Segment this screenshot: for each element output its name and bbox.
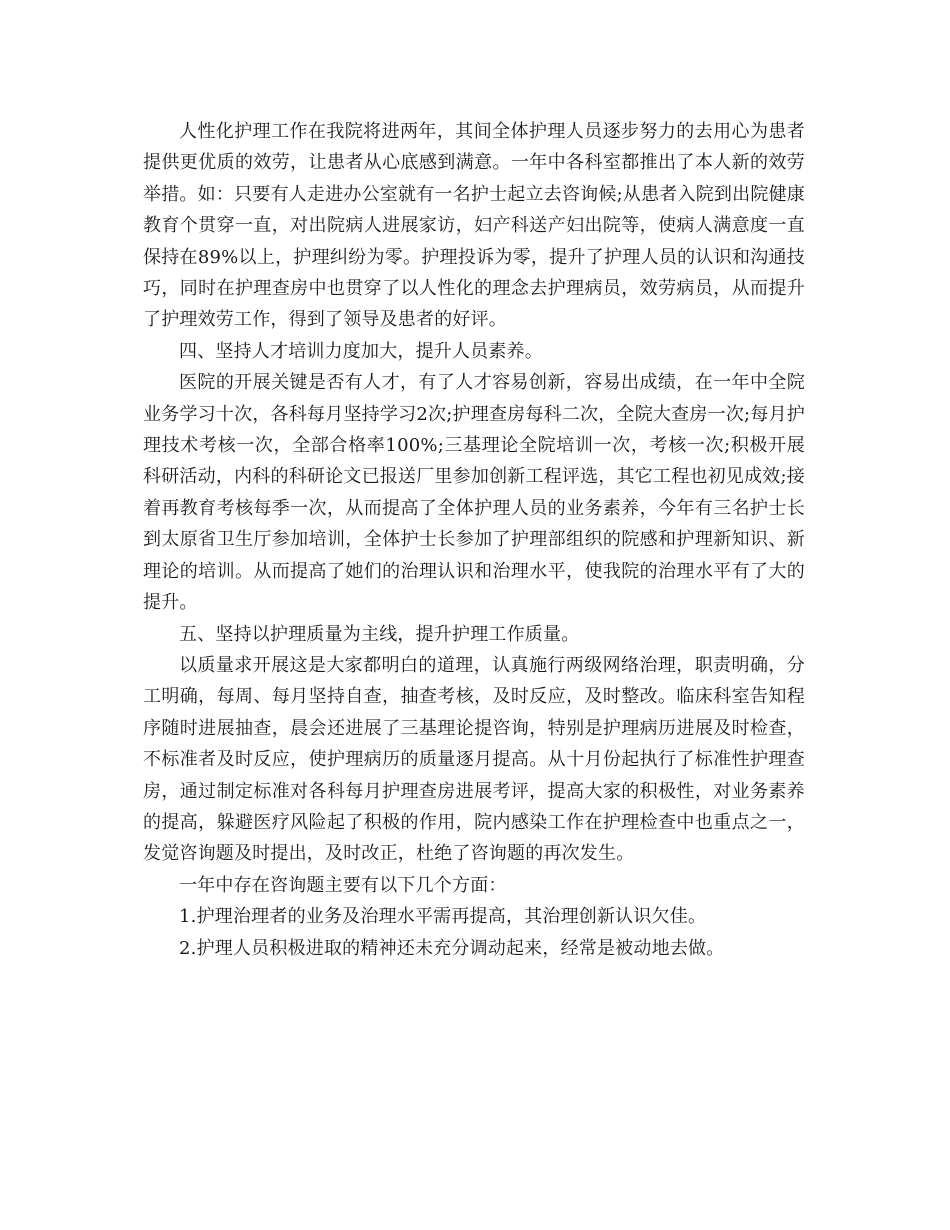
list-item-problem-1: 1.护理治理者的业务及治理水平需再提高，其治理创新认识欠佳。 — [179, 906, 707, 928]
paragraph-quality-control: 以质量求开展这是大家都明白的道理，认真施行两级网络治理，职责明确，分工明确，每周、每月坚持自查，抽查考核，及时反应，及时整改。临床科室告知程序随时进展抽查，晨会还进展了三基理论提咨询，特别是护理病历进展及时检查，不标准者及时反应，使护理病历的质量逐月提高。从十月份起执行了标准性护理查房，通过制定标准对各科每月护理查房进展考评，提高大家的积极性，对业务素养的提高，躲避医疗风险起了积极的作用，院内感染工作在护理检查中也重点之一，发觉咨询题及时提出，及时改正，杜绝了咨询题的再次发生。 — [143, 654, 805, 865]
paragraph-talent-training: 医院的开展关键是否有人才，有了人才容易创新，容易出成绩，在一年中全院业务学习十次，各科每月坚持学习2次;护理查房每科二次，全院大查房一次;每月护理技术考核一次，全部合格率100%;三基理论全院培训一次，考核一次;积极开展科研活动，内科的科研论文已报送厂里参加创新工程评选，其它工程也初见成效;接着再教育考核每季一次，从而提高了全体护理人员的业务素养，今年有三名护士长到太原省卫生厅参加培训，全体护士长参加了护理部组织的院感和护理新知识、新理论的培训。从而提高了她们的治理认识和治理水平，使我院的治理水平有了大的提升。 — [143, 372, 805, 614]
heading-section-5: 五、坚持以护理质量为主线，提升护理工作质量。 — [179, 623, 580, 645]
list-item-problem-2: 2.护理人员积极进取的精神还未充分调动起来，经常是被动地去做。 — [179, 937, 725, 959]
paragraph-humanized-nursing: 人性化护理工作在我院将进两年，其间全体护理人员逐步努力的去用心为患者提供更优质的效劳，让患者从心底感到满意。一年中各科室都推出了本人新的效劳举措。如：只要有人走进办公室就有一名护士起立去咨询候;从患者入院到出院健康教育个贯穿一直，对出院病人进展家访，妇产科送产妇出院等，使病人满意度一直保持在89%以上，护理纠纷为零。护理投诉为零，提升了护理人员的认识和沟通技巧，同时在护理查房中也贯穿了以人性化的理念去护理病员，效劳病员，从而提升了护理效劳工作，得到了领导及患者的好评。 — [143, 121, 805, 331]
document-body — [143, 116, 805, 964]
paragraph-problems-intro: 一年中存在咨询题主要有以下几个方面： — [179, 874, 507, 896]
heading-section-4: 四、坚持人才培训力度加大，提升人员素养。 — [179, 340, 543, 362]
